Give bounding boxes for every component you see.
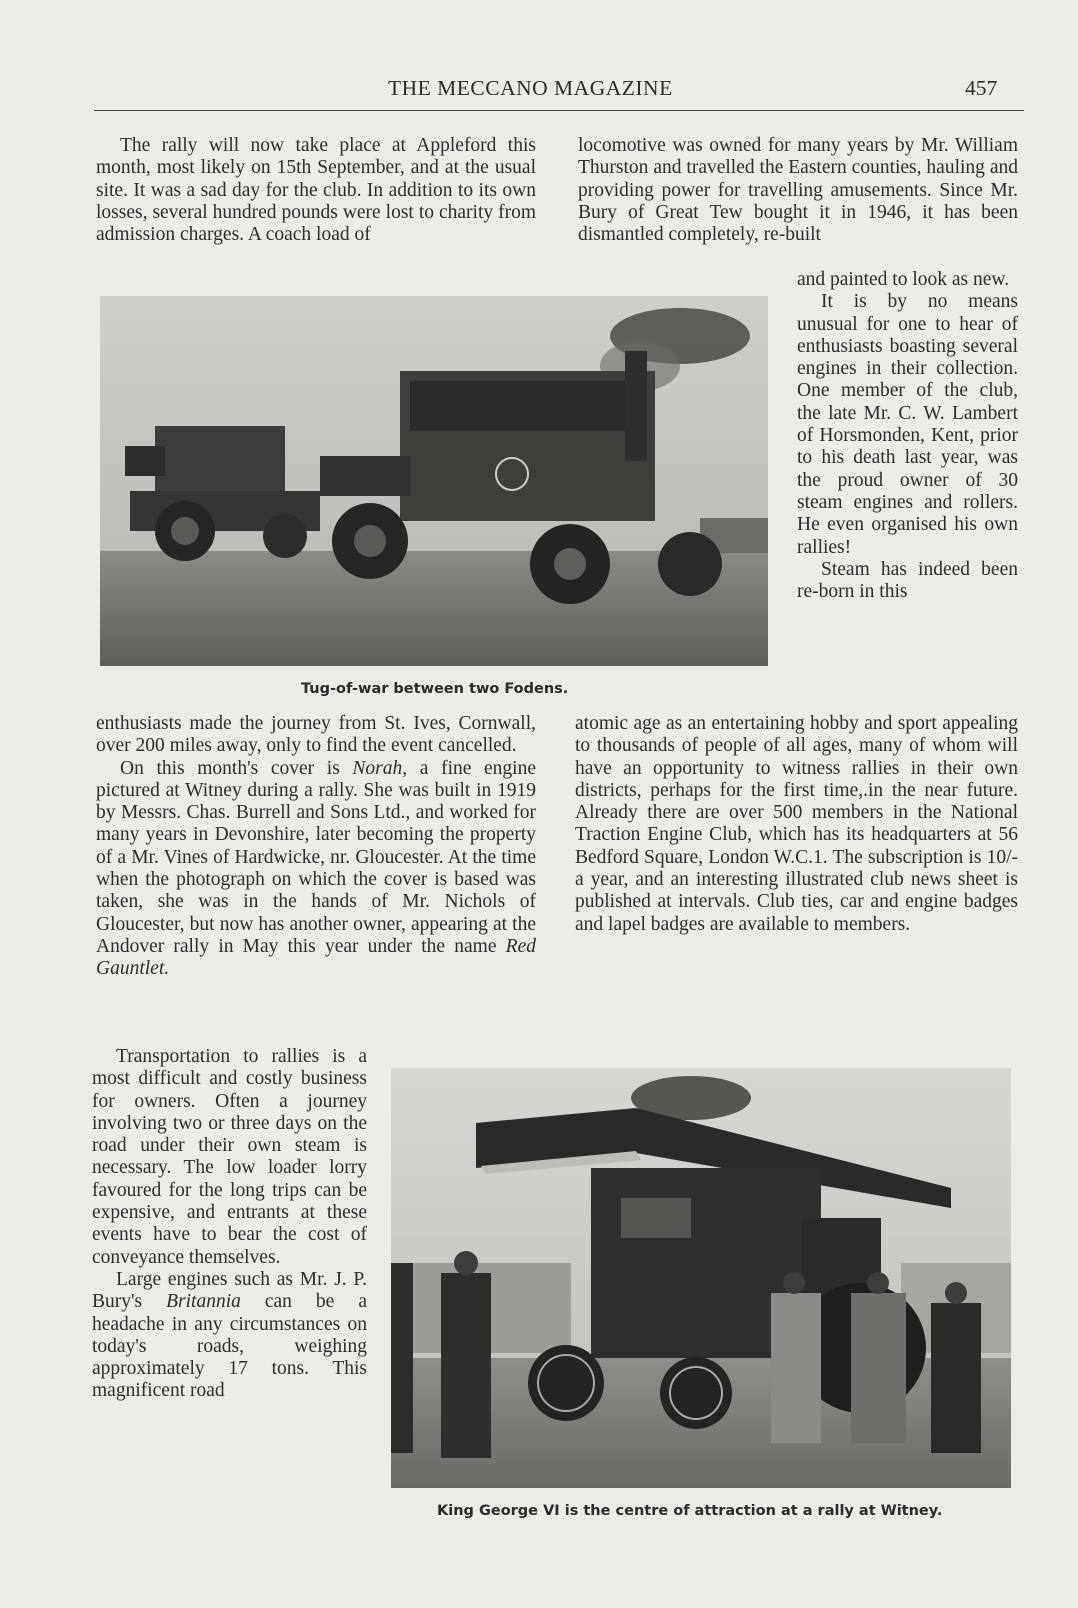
col1-mid-text: [96, 713, 536, 981]
text-span: Large engines such as Mr. J. P. Bury's: [92, 1268, 367, 1313]
paragraph: The rally will now take place at Appleford this month, most likely on 15th September, and at the usual site. It was a sad day for the club. In addition to its own losses, several hundred pounds were lost to charity from admission charges. A coach load of: [96, 135, 536, 246]
narrow-column-text: [797, 269, 1018, 603]
paragraph: [92, 1269, 367, 1403]
photo-tug-of-war: [100, 296, 768, 666]
page-number: 457: [965, 76, 998, 100]
text-span: a fine engine pictured at Witney during a rally. She was built in 1919 by Messrs. Chas. Burrell and Sons Ltd., and worked for many years in Devonshire, later becoming the property of a Mr. Vines of Hardwicke, nr. Gloucester. At the time when the photograph on which the cover is based was taken, she was in the hands of Mr. Nichols of Gloucester, but now has another owner, appearing at the Andover rally in May this year under the name: [96, 757, 536, 957]
photo2-caption: King George VI is the centre of attraction at a rally at Witney.: [437, 1503, 943, 1519]
paragraph: enthusiasts made the journey from St. Ives, Cornwall, over 200 miles away, only to find the event cancelled.: [96, 713, 536, 757]
paragraph: It is by no means unusual for one to hear of enthusiasts boasting several engines in their collection. One member of the club, the late Mr. C. W. Lambert of Horsmonden, Kent, prior to his death last year, was the proud owner of 30 steam engines and rollers. He even organised his own rallies!: [797, 291, 1018, 558]
paragraph: and painted to look as new.: [797, 269, 1010, 290]
paragraph: atomic age as an entertaining hobby and sport appealing to thousands of people of all ages, many of whom will have an opportunity to witness rallies in their own districts, perhaps for the first time,.in the near future. Already there are over 500 members in the National Traction Engine Club, which has its headquarters at 56 Bedford Square, London W.C.1. The subscription is 10/- a year, and an interesting illustrated club news sheet is published at intervals. Club ties, car and engine badges and lapel badges are available to members.: [575, 713, 1018, 935]
engine-name: Red Gauntlet.: [96, 935, 536, 980]
col2-mid-text: [575, 713, 1018, 936]
text-span: can be a headache in any circumstances on today's roads, weighing approximately 17 tons. This magnificent road: [92, 1291, 367, 1402]
magazine-title: THE MECCANO MAGAZINE: [388, 76, 673, 100]
engine-name: Norah,: [352, 757, 408, 779]
col1-bottom-text: [92, 1046, 367, 1403]
photo1-caption: Tug-of-war between two Fodens.: [301, 681, 569, 697]
header-rule: [94, 110, 1024, 111]
col1-top-text: [96, 135, 536, 246]
paragraph: locomotive was owned for many years by Mr. William Thurston and travelled the Eastern counties, hauling and providing power for travelling amusements. Since Mr. Bury of Great Tew bought it in 1946, it has been dismantled completely, re-built: [578, 135, 1018, 246]
col2-top-text: [578, 135, 1018, 246]
paragraph: Transportation to rallies is a most difficult and costly business for owners. Often a journey involving two or three days on the road under their own steam is necessary. The low loader lorry favoured for the long trips can be expensive, and entrants at these events have to bear the cost of conveyance themselves.: [92, 1046, 367, 1268]
text-span: On this month's cover is: [120, 757, 353, 779]
photo-king-george-vi: [391, 1068, 1011, 1488]
paragraph: Steam has indeed been re-born in this: [797, 558, 1018, 603]
engine-name: Britannia: [166, 1291, 241, 1313]
paragraph: [96, 758, 536, 981]
